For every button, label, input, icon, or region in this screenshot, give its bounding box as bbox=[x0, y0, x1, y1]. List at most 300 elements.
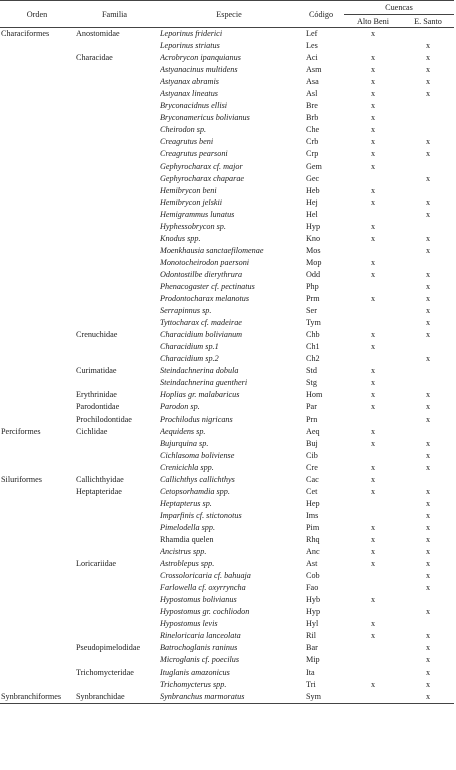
table-row bbox=[0, 414, 454, 426]
table-row bbox=[0, 52, 454, 64]
orden-cell bbox=[0, 679, 74, 691]
codigo-cell: Kno bbox=[306, 233, 321, 243]
codigo-cell: Hyb bbox=[306, 595, 321, 605]
familia-cell bbox=[74, 594, 160, 606]
orden-cell: Siluriformes bbox=[1, 474, 42, 484]
e-santo-cell: x bbox=[425, 522, 431, 532]
especie-cell: Crenicichla spp. bbox=[160, 462, 214, 472]
alto-beni-cell bbox=[344, 450, 402, 462]
alto-beni-cell: x bbox=[370, 197, 376, 207]
especie-cell: Heptapterus sp. bbox=[160, 498, 212, 508]
alto-beni-cell: x bbox=[370, 221, 376, 231]
table-row bbox=[0, 305, 454, 317]
especie-cell: Astroblepus spp. bbox=[160, 559, 215, 569]
alto-beni-cell: x bbox=[370, 426, 376, 436]
especie-cell: Ituglanis amazonicus bbox=[160, 667, 230, 677]
alto-beni-cell bbox=[344, 582, 402, 594]
e-santo-cell: x bbox=[425, 197, 431, 207]
e-santo-cell: x bbox=[425, 330, 431, 340]
alto-beni-cell: x bbox=[370, 53, 376, 63]
orden-cell bbox=[0, 570, 74, 582]
e-santo-cell bbox=[402, 161, 454, 173]
familia-cell bbox=[74, 173, 160, 185]
table-row bbox=[0, 642, 454, 654]
alto-beni-cell: x bbox=[370, 559, 376, 569]
codigo-cell: Cob bbox=[306, 571, 320, 581]
alto-beni-cell: x bbox=[370, 330, 376, 340]
especie-cell: Hyphessobrycon sp. bbox=[160, 221, 226, 231]
table-row bbox=[0, 245, 454, 257]
alto-beni-cell bbox=[344, 414, 402, 426]
orden-cell bbox=[0, 606, 74, 618]
familia-cell bbox=[74, 522, 160, 534]
familia-cell bbox=[74, 257, 160, 269]
familia-cell bbox=[74, 305, 160, 317]
alto-beni-cell: x bbox=[370, 125, 376, 135]
table-row bbox=[0, 365, 454, 377]
familia-cell bbox=[74, 654, 160, 666]
especie-cell: Hoplias gr. malabaricus bbox=[160, 390, 240, 400]
codigo-cell: Cet bbox=[306, 486, 318, 496]
e-santo-cell bbox=[402, 112, 454, 124]
familia-cell bbox=[74, 353, 160, 365]
e-santo-cell: x bbox=[425, 282, 431, 291]
especie-cell: Creagrutus beni bbox=[160, 137, 214, 147]
especie-cell: Gephyrocharax chaparae bbox=[160, 173, 245, 183]
e-santo-cell bbox=[402, 377, 454, 389]
e-santo-cell: x bbox=[425, 173, 431, 183]
codigo-cell: Buj bbox=[306, 438, 318, 448]
codigo-cell: Hyl bbox=[306, 619, 319, 629]
familia-cell bbox=[74, 100, 160, 112]
especie-cell: Imparfinis cf. stictonotus bbox=[160, 510, 242, 520]
alto-beni-cell: x bbox=[370, 29, 376, 39]
e-santo-cell: x bbox=[425, 655, 431, 665]
table-row bbox=[0, 450, 454, 462]
alto-beni-cell: x bbox=[370, 366, 376, 376]
e-santo-cell: x bbox=[425, 209, 431, 219]
e-santo-cell: x bbox=[402, 691, 454, 704]
especie-cell: Farlowella cf. oxyrryncha bbox=[160, 583, 246, 593]
e-santo-cell bbox=[402, 28, 454, 41]
e-santo-cell: x bbox=[425, 77, 431, 87]
codigo-cell: Hep bbox=[306, 498, 320, 508]
alto-beni-cell: x bbox=[370, 522, 376, 532]
especie-cell: Microglanis cf. poecilus bbox=[160, 655, 240, 665]
alto-beni-cell bbox=[344, 654, 402, 666]
alto-beni-cell: x bbox=[370, 294, 376, 304]
especie-cell: Characidium sp.1 bbox=[160, 342, 219, 352]
familia-cell bbox=[74, 112, 160, 124]
codigo-cell: Gem bbox=[306, 161, 322, 171]
orden-cell bbox=[0, 546, 74, 558]
codigo-cell: Anc bbox=[306, 547, 320, 557]
codigo-cell: Odd bbox=[306, 269, 321, 279]
orden-cell bbox=[0, 618, 74, 630]
table-row bbox=[0, 582, 454, 594]
familia-cell bbox=[74, 245, 160, 257]
alto-beni-cell: x bbox=[370, 631, 376, 641]
familia-cell bbox=[74, 88, 160, 100]
especie-cell: Rhamdia quelen bbox=[160, 534, 214, 544]
codigo-cell: Fao bbox=[306, 583, 319, 593]
alto-beni-cell: x bbox=[370, 534, 376, 544]
table-row bbox=[0, 389, 454, 401]
familia-cell: Erythrinidae bbox=[76, 390, 117, 400]
especie-cell: Cichlasoma boliviense bbox=[160, 450, 235, 460]
orden-cell bbox=[0, 293, 74, 305]
especie-cell: Hypostomus levis bbox=[160, 619, 218, 629]
alto-beni-cell: x bbox=[370, 149, 376, 159]
table-row bbox=[0, 269, 454, 281]
e-santo-cell: x bbox=[425, 318, 431, 328]
table-row bbox=[0, 654, 454, 666]
familia-cell: Trichomycteridae bbox=[76, 667, 134, 677]
e-santo-cell: x bbox=[425, 354, 431, 364]
table-row bbox=[0, 438, 454, 450]
especie-cell: Hemibrycon beni bbox=[160, 185, 217, 195]
orden-cell bbox=[0, 558, 74, 570]
e-santo-cell: x bbox=[425, 414, 431, 424]
familia-cell bbox=[74, 546, 160, 558]
e-santo-cell: x bbox=[425, 571, 431, 581]
codigo-cell: Prn bbox=[306, 414, 318, 424]
e-santo-cell: x bbox=[425, 53, 431, 63]
orden-cell bbox=[0, 594, 74, 606]
table-row bbox=[0, 558, 454, 570]
orden-cell bbox=[0, 534, 74, 546]
familia-cell: Parodontidae bbox=[76, 402, 120, 412]
table-row bbox=[0, 221, 454, 233]
especie-cell: Knodus spp. bbox=[160, 233, 201, 243]
codigo-cell: Aci bbox=[306, 53, 318, 63]
alto-beni-cell: x bbox=[370, 113, 376, 123]
e-santo-cell: x bbox=[425, 306, 431, 316]
especie-cell: Tyttocharax cf. madeirae bbox=[160, 318, 242, 328]
orden-cell bbox=[0, 510, 74, 522]
table-row bbox=[0, 185, 454, 197]
codigo-cell: Chb bbox=[306, 330, 320, 340]
table-row bbox=[0, 510, 454, 522]
familia-cell bbox=[74, 510, 160, 522]
codigo-cell: Lef bbox=[306, 29, 318, 39]
codigo-cell: Stg bbox=[306, 378, 317, 388]
table-row bbox=[0, 679, 454, 691]
familia-cell: Characidae bbox=[76, 53, 113, 63]
e-santo-cell bbox=[402, 100, 454, 112]
especie-cell: Trichomycterus spp. bbox=[160, 679, 227, 689]
especie-cell: Steindachnerina dobula bbox=[160, 366, 239, 376]
table-row bbox=[0, 606, 454, 618]
e-santo-cell: x bbox=[425, 294, 431, 304]
e-santo-cell: x bbox=[425, 402, 431, 412]
e-santo-cell: x bbox=[425, 245, 431, 255]
table-row bbox=[0, 462, 454, 474]
orden-cell bbox=[0, 365, 74, 377]
codigo-cell: Ch2 bbox=[306, 354, 320, 364]
table-row bbox=[0, 474, 454, 486]
familia-cell: Crenuchidae bbox=[76, 330, 118, 340]
table-row bbox=[0, 28, 454, 41]
orden-cell bbox=[0, 389, 74, 401]
table-header bbox=[0, 1, 454, 28]
alto-beni-cell: x bbox=[370, 462, 376, 472]
codigo-cell: Tri bbox=[306, 679, 316, 689]
alto-beni-cell: x bbox=[370, 390, 376, 400]
e-santo-cell: x bbox=[425, 41, 431, 51]
alto-beni-cell: x bbox=[370, 257, 376, 267]
alto-beni-cell: x bbox=[370, 619, 376, 629]
table-row bbox=[0, 197, 454, 209]
table-row bbox=[0, 426, 454, 438]
alto-beni-cell: x bbox=[370, 185, 376, 195]
alto-beni-cell bbox=[344, 245, 402, 257]
e-santo-cell bbox=[402, 474, 454, 486]
orden-cell bbox=[0, 377, 74, 389]
codigo-cell: Prm bbox=[306, 294, 320, 304]
alto-beni-cell: x bbox=[370, 679, 376, 689]
e-santo-cell bbox=[402, 221, 454, 233]
familia-cell bbox=[74, 498, 160, 510]
table-row bbox=[0, 486, 454, 498]
familia-cell bbox=[74, 221, 160, 233]
familia-cell bbox=[74, 197, 160, 209]
familia-cell bbox=[74, 534, 160, 546]
e-santo-cell: x bbox=[425, 643, 431, 653]
codigo-cell: Sym bbox=[298, 691, 344, 704]
e-santo-cell bbox=[402, 257, 454, 269]
familia-cell bbox=[74, 293, 160, 305]
orden-cell bbox=[0, 414, 74, 426]
table-row bbox=[0, 112, 454, 124]
table-row bbox=[0, 257, 454, 269]
table-row bbox=[0, 136, 454, 148]
especie-cell: Batrochoglanis raninus bbox=[160, 643, 238, 653]
orden-cell bbox=[0, 161, 74, 173]
familia-cell bbox=[74, 606, 160, 618]
familia-cell bbox=[74, 317, 160, 329]
codigo-cell: Cre bbox=[306, 462, 318, 472]
familia-cell: Synbranchidae bbox=[74, 691, 160, 704]
header-e-santo: E. Santo bbox=[402, 15, 454, 28]
alto-beni-cell: x bbox=[370, 378, 376, 388]
codigo-cell: Crp bbox=[306, 149, 319, 159]
orden-cell bbox=[0, 281, 74, 293]
familia-cell: Callichthyidae bbox=[76, 474, 124, 484]
orden-cell bbox=[0, 233, 74, 245]
e-santo-cell: x bbox=[425, 390, 431, 400]
especie-cell: Bryconamericus bolivianus bbox=[160, 113, 250, 123]
especie-cell: Phenacogaster cf. pectinatus bbox=[160, 282, 255, 291]
familia-cell bbox=[74, 185, 160, 197]
alto-beni-cell: x bbox=[370, 65, 376, 75]
especie-cell: Odontostilbe dierythrura bbox=[160, 269, 243, 279]
orden-cell bbox=[0, 124, 74, 136]
orden-cell bbox=[0, 76, 74, 88]
alto-beni-cell: x bbox=[370, 233, 376, 243]
orden-cell: Synbranchiformes bbox=[0, 691, 74, 704]
especie-cell: Synbranchus marmoratus bbox=[160, 691, 298, 704]
codigo-cell: Mos bbox=[306, 245, 321, 255]
alto-beni-cell: x bbox=[370, 486, 376, 496]
especie-cell: Astyanax abramis bbox=[160, 77, 219, 87]
table-row bbox=[0, 570, 454, 582]
alto-beni-cell: x bbox=[370, 161, 376, 171]
table-row bbox=[0, 594, 454, 606]
especie-cell: Callichthys callichthys bbox=[160, 474, 235, 484]
orden-cell bbox=[0, 582, 74, 594]
codigo-cell: Tym bbox=[306, 318, 321, 328]
orden-cell bbox=[0, 100, 74, 112]
alto-beni-cell bbox=[344, 40, 402, 52]
codigo-cell: Heb bbox=[306, 185, 320, 195]
alto-beni-cell: x bbox=[370, 595, 376, 605]
orden-cell bbox=[0, 269, 74, 281]
table-row bbox=[0, 377, 454, 389]
familia-cell bbox=[74, 136, 160, 148]
orden-cell bbox=[0, 462, 74, 474]
codigo-cell: Hyp bbox=[306, 221, 321, 231]
table-row bbox=[0, 498, 454, 510]
orden-cell bbox=[0, 666, 74, 678]
orden-cell bbox=[0, 317, 74, 329]
table-row bbox=[0, 64, 454, 76]
especie-cell: Acrobrycon ipanquianus bbox=[160, 53, 241, 63]
e-santo-cell: x bbox=[425, 559, 431, 569]
orden-cell bbox=[0, 438, 74, 450]
header-especie: Especie bbox=[160, 1, 298, 28]
codigo-cell: Asl bbox=[306, 89, 318, 99]
alto-beni-cell: x bbox=[370, 547, 376, 557]
e-santo-cell: x bbox=[425, 631, 431, 641]
codigo-cell: Ser bbox=[306, 306, 317, 316]
alto-beni-cell: x bbox=[370, 402, 376, 412]
header-orden: Orden bbox=[0, 1, 74, 28]
codigo-cell: Hel bbox=[306, 209, 318, 219]
e-santo-cell: x bbox=[425, 498, 431, 508]
especie-cell: Aequidens sp. bbox=[160, 426, 206, 436]
e-santo-cell: x bbox=[425, 269, 431, 279]
familia-cell: Cichlidae bbox=[76, 426, 108, 436]
e-santo-cell: x bbox=[425, 510, 431, 520]
orden-cell bbox=[0, 654, 74, 666]
table-row bbox=[0, 666, 454, 678]
table-row bbox=[0, 76, 454, 88]
orden-cell bbox=[0, 329, 74, 341]
orden-cell bbox=[0, 88, 74, 100]
especie-cell: Prodontocharax melanotus bbox=[160, 294, 250, 304]
alto-beni-cell bbox=[344, 570, 402, 582]
especie-cell: Hypostomus gr. cochliodon bbox=[160, 607, 250, 617]
especie-cell: Creagrutus pearsoni bbox=[160, 149, 228, 159]
orden-cell bbox=[0, 136, 74, 148]
e-santo-cell: x bbox=[425, 679, 431, 689]
alto-beni-cell: x bbox=[370, 137, 376, 147]
e-santo-cell bbox=[402, 594, 454, 606]
table-row bbox=[0, 401, 454, 413]
e-santo-cell bbox=[402, 185, 454, 197]
codigo-cell: Cib bbox=[306, 450, 318, 460]
e-santo-cell: x bbox=[425, 137, 431, 147]
orden-cell bbox=[0, 450, 74, 462]
familia-cell bbox=[74, 269, 160, 281]
table-row bbox=[0, 691, 454, 704]
familia-cell: Anostomidae bbox=[76, 29, 120, 39]
orden-cell bbox=[0, 52, 74, 64]
alto-beni-cell bbox=[344, 209, 402, 221]
table-row bbox=[0, 534, 454, 546]
especie-cell: Steindachnerina guentheri bbox=[160, 378, 248, 388]
table-row bbox=[0, 317, 454, 329]
orden-cell bbox=[0, 197, 74, 209]
familia-cell bbox=[74, 438, 160, 450]
codigo-cell: Bar bbox=[306, 643, 318, 653]
table-body bbox=[0, 28, 454, 704]
orden-cell bbox=[0, 64, 74, 76]
especie-cell: Astyanacinus multidens bbox=[160, 65, 238, 75]
familia-cell bbox=[74, 124, 160, 136]
especie-cell: Moenkhausia sanctaefilomenae bbox=[160, 245, 264, 255]
alto-beni-cell: x bbox=[370, 77, 376, 87]
e-santo-cell: x bbox=[425, 667, 431, 677]
codigo-cell: Hej bbox=[306, 197, 318, 207]
codigo-cell: Asm bbox=[306, 65, 322, 75]
especie-cell: Monotocheirodon paersoni bbox=[160, 257, 250, 267]
familia-cell: Curimatidae bbox=[76, 366, 117, 376]
especie-cell: Ancistrus spp. bbox=[160, 547, 207, 557]
especie-cell: Hemibrycon jelskii bbox=[160, 197, 223, 207]
orden-cell bbox=[0, 245, 74, 257]
orden-cell bbox=[0, 209, 74, 221]
especie-cell: Astyanax lineatus bbox=[160, 89, 218, 99]
especie-cell: Prochilodus nigricans bbox=[160, 414, 233, 424]
e-santo-cell: x bbox=[425, 547, 431, 557]
familia-cell bbox=[74, 209, 160, 221]
codigo-cell: Les bbox=[306, 41, 318, 51]
familia-cell: Loricariidae bbox=[76, 559, 117, 569]
e-santo-cell: x bbox=[425, 583, 431, 593]
codigo-cell: Rhq bbox=[306, 534, 320, 544]
familia-cell bbox=[74, 377, 160, 389]
especie-cell: Characidium sp.2 bbox=[160, 354, 219, 364]
e-santo-cell: x bbox=[425, 534, 431, 544]
header-codigo: Código bbox=[298, 1, 344, 28]
codigo-cell: Che bbox=[306, 125, 320, 135]
codigo-cell: Std bbox=[306, 366, 317, 376]
e-santo-cell bbox=[402, 618, 454, 630]
table-row bbox=[0, 233, 454, 245]
alto-beni-cell: x bbox=[370, 269, 376, 279]
especie-cell: Rineloricaria lanceolata bbox=[160, 631, 241, 641]
codigo-cell: Bre bbox=[306, 101, 318, 111]
codigo-cell: Brb bbox=[306, 113, 319, 123]
e-santo-cell: x bbox=[425, 233, 431, 243]
familia-cell bbox=[74, 462, 160, 474]
alto-beni-cell bbox=[344, 281, 402, 293]
familia-cell bbox=[74, 618, 160, 630]
familia-cell bbox=[74, 582, 160, 594]
familia-cell: Prochilodontidae bbox=[76, 414, 132, 424]
familia-cell bbox=[74, 64, 160, 76]
alto-beni-cell: x bbox=[370, 101, 376, 111]
table-row bbox=[0, 630, 454, 642]
alto-beni-cell bbox=[344, 510, 402, 522]
orden-cell bbox=[0, 341, 74, 353]
codigo-cell: Pim bbox=[306, 522, 320, 532]
especie-cell: Hemigrammus lunatus bbox=[160, 209, 235, 219]
header-familia: Familia bbox=[74, 1, 160, 28]
familia-cell: Heptapteridae bbox=[76, 486, 122, 496]
